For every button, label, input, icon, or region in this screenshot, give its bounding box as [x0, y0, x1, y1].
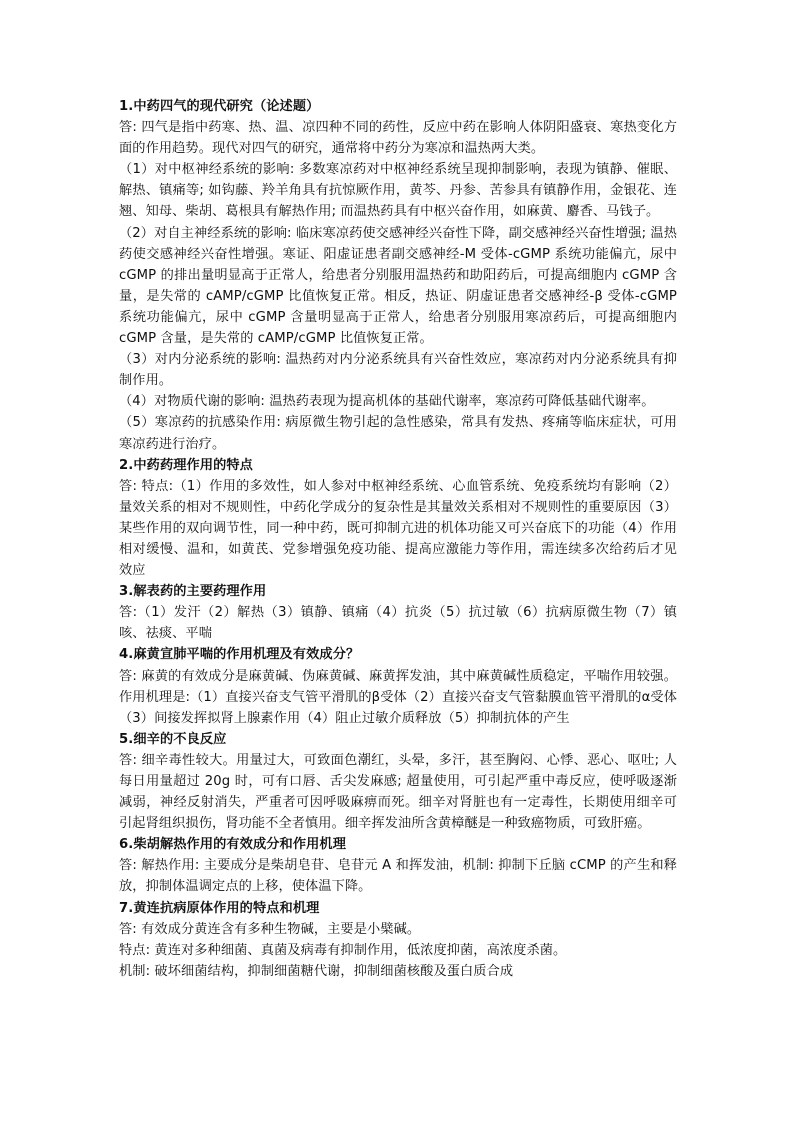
section-paragraph: 机制: 破坏细菌结构，抑制细菌糖代谢，抑制细菌核酸及蛋白质合成: [119, 963, 514, 979]
section-title: 7.黄连抗病原体作用的特点和机理: [119, 900, 320, 916]
section-title: 1.中药四气的现代研究（论述题）: [119, 99, 320, 114]
section-paragraph: （1）对中枢神经系统的影响: 多数寒凉药对中枢神经系统呈现抑制影响，表现为镇静、催眠、解热、镇痛等; 如钩藤、羚羊角具有抗惊厥作用，黄芩、丹参、苦参具有镇静作用，金银花、连翘、知母、柴胡、葛根具有解热作用; 而温热药具有中枢兴奋作用，如麻黄、麝香、马钱子。: [119, 162, 677, 220]
section-paragraph: （5）寒凉药的抗感染作用: 病原微生物引起的急性感染，常具有发热、疼痛等临床症状，可用寒凉药进行治疗。: [119, 415, 677, 452]
section-paragraph: 答: 解热作用: 主要成分是柴胡皂苷、皂苷元 A 和挥发油，机制: 抑制下丘脑 cCMP 的产生和释放，抑制体温调定点的上移，使体温下降。: [119, 858, 677, 895]
section-title: 5.细辛的不良反应: [119, 731, 227, 747]
section-paragraph: 特点: 黄连对多种细菌、真菌及病毒有抑制作用，低浓度抑菌，高浓度杀菌。: [119, 942, 567, 958]
section-paragraph: 答: 有效成分黄连含有多种生物碱，主要是小檗碱。: [119, 921, 421, 937]
section-title: 6.柴胡解热作用的有效成分和作用机理: [119, 837, 346, 853]
section-paragraph: （2）对自主神经系统的影响: 临床寒凉药使交感神经兴奋性下降，副交感神经兴奋性增强; 温热药使交感神经兴奋性增强。寒证、阳虚证患者副交感神经-M 受体-cGMP 系统功能偏亢，尿中 cGMP 的排出量明显高于正常人，给患者分别服用温热药和助阳药后，可提高细胞内 cGMP 含量，是失常的 cAMP/cGMP 比值恢复正常。相反，热证、阴虚证患者交感神经-β 受体-cGMP 系统功能偏亢，尿中 cGMP 含量明显高于正常人，给患者分别服用寒凉药后，可提高细胞内 cGMP 含量，是失常的 cAMP/cGMP 比值恢复正常。: [119, 225, 677, 347]
section-paragraph: 答: 特点:（1）作用的多效性，如人参对中枢神经系统、心血管系统、免疫系统均有影响（2）量效关系的相对不规则性，中药化学成分的复杂性是其量效关系相对不规则性的重要原因（3）某些作用的双向调节性，同一种中药，既可抑制亢进的机体功能又可兴奋底下的功能（4）作用相对缓慢、温和，如黄芪、党参增强免疫功能、提高应激能力等作用，需连续多次给药后才见效应: [119, 478, 677, 579]
section-paragraph: 答: 细辛毒性较大。用量过大，可致面色潮红，头晕，多汗，甚至胸闷、心悸、恶心、呕吐; 人每日用量超过 20g 时，可有口唇、舌尖发麻感; 超量使用，可引起严重中毒反应，使呼吸逐渐减弱，神经反射消失，严重者可因呼吸麻痹而死。细辛对肾脏也有一定毒性，长期使用细辛可引起肾组织损伤，肾功能不全者慎用。细辛挥发油所含黄樟醚是一种致癌物质，可致肝癌。: [119, 752, 677, 832]
section-paragraph: （3）对内分泌系统的影响: 温热药对内分泌系统具有兴奋性效应，寒凉药对内分泌系统具有抑制作用。: [119, 352, 677, 389]
section-paragraph: 答: 四气是指中药寒、热、温、凉四种不同的药性，反应中药在影响人体阴阳盛衰、寒热变化方面的作用趋势。现代对四气的研究，通常将中药分为寒凉和温热两大类。: [119, 120, 677, 157]
section-title: 3.解表药的主要药理作用: [119, 584, 267, 600]
section-paragraph: 答: 麻黄的有效成分是麻黄碱、伪麻黄碱、麻黄挥发油，其中麻黄碱性质稳定，平喘作用较强。作用机理是:（1）直接兴奋支气管平滑肌的β受体（2）直接兴奋支气管黏膜血管平滑肌的α受体（3）间接发挥拟肾上腺素作用（4）阻止过敏介质释放（5）抑制抗体的产生: [119, 668, 677, 726]
section-title: 4.麻黄宣肺平喘的作用机理及有效成分？: [119, 647, 360, 663]
section-title: 2.中药药理作用的特点: [119, 457, 253, 473]
section-paragraph: （4）对物质代谢的影响: 温热药表现为提高机体的基础代谢率，寒凉药可降低基础代谢率。: [119, 394, 655, 410]
section-paragraph: 答:（1）发汗（2）解热（3）镇静、镇痛（4）抗炎（5）抗过敏（6）抗病原微生物（7）镇咳、祛痰、平喘: [119, 605, 677, 642]
document-page: [119, 96, 677, 982]
